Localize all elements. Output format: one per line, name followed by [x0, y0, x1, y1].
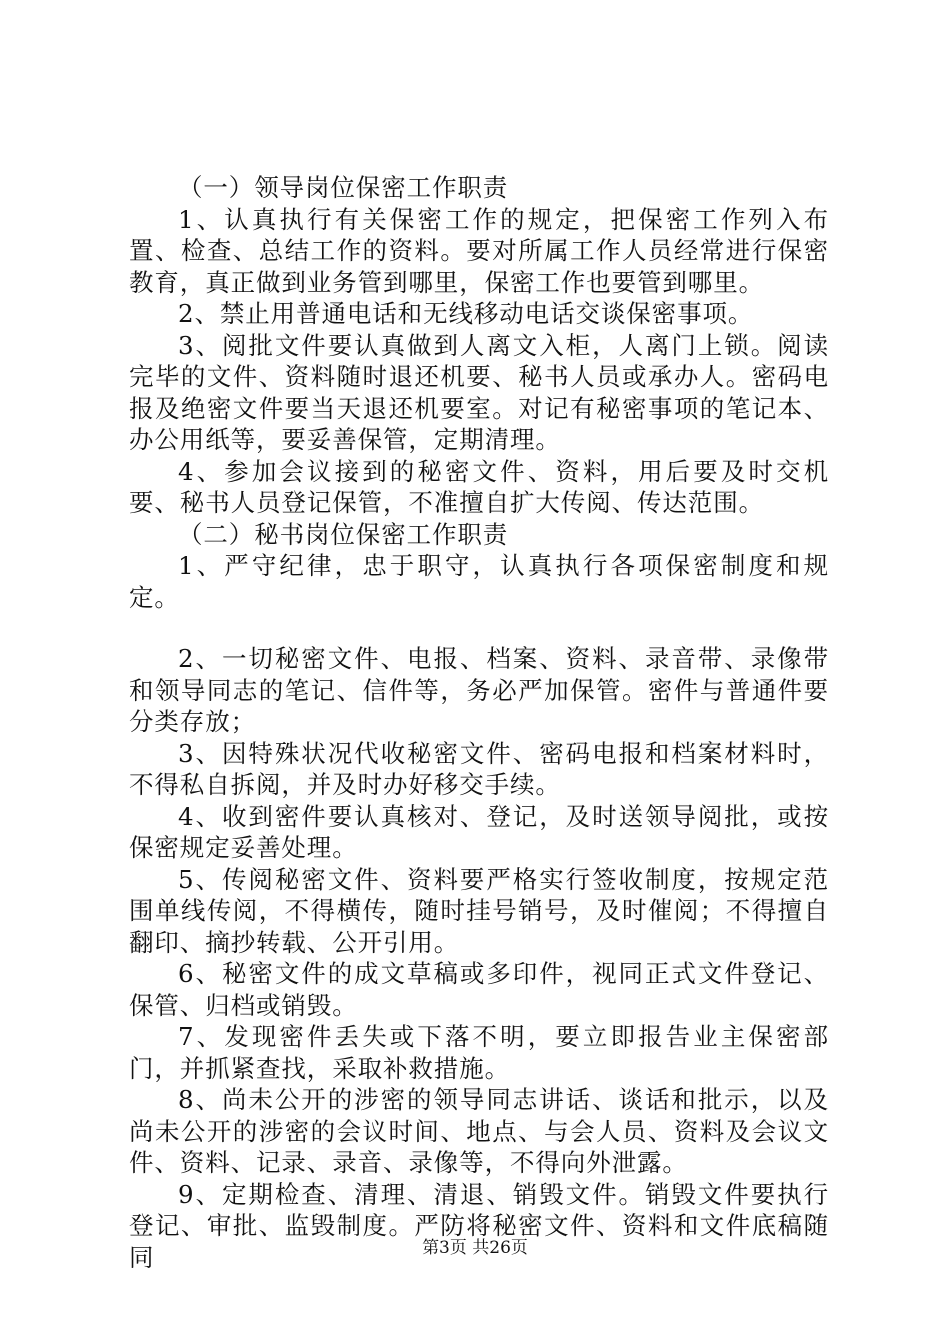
paragraph-leaders-2: 2、禁止用普通电话和无线移动电话交谈保密事项。	[178, 299, 754, 328]
paragraph-secretaries-2: 2、一切秘密文件、电报、档案、资料、录音带、录像带和领导同志的笔记、信件等，务必严加保管。密件与普通件要分类存放；	[129, 644, 829, 736]
paragraph-secretaries-8: 8、尚未公开的涉密的领导同志讲话、谈话和批示，以及尚未公开的涉密的会议时间、地点、与会人员、资料及会议文件、资料、记录、录音、录像等，不得向外泄露。	[129, 1085, 829, 1177]
paragraph-leaders-3: 3、阅批文件要认真做到人离文入柜，人离门上锁。阅读完毕的文件、资料随时退还机要、秘书人员或承办人。密码电报及绝密文件要当天退还机要室。对记有秘密事项的笔记本、办公用纸等，要妥善保管，定期清理。	[129, 330, 829, 454]
paragraph-leaders-4: 4、参加会议接到的秘密文件、资料，用后要及时交机要、秘书人员登记保管，不准擅自扩大传阅、传达范围。	[129, 456, 829, 517]
paragraph-leaders-1: 1、认真执行有关保密工作的规定，把保密工作列入布置、检查、总结工作的资料。要对所属工作人员经常进行保密教育，真正做到业务管到哪里，保密工作也要管到哪里。	[129, 204, 829, 297]
paragraph-secretaries-7: 7、发现密件丢失或下落不明，要立即报告业主保密部门，并抓紧查找，采取补救措施。	[129, 1022, 829, 1083]
paragraph-secretaries-5: 5、传阅秘密文件、资料要严格实行签收制度，按规定范围单线传阅，不得横传，随时挂号销号，及时催阅；不得擅自翻印、摘抄转载、公开引用。	[129, 864, 829, 957]
paragraph-secretaries-4: 4、收到密件要认真核对、登记，及时送领导阅批，或按保密规定妥善处理。	[129, 801, 829, 862]
paragraph-secretaries-3: 3、因特殊状况代收秘密文件、密码电报和档案材料时，不得私自拆阅，并及时办好移交手续。	[129, 738, 829, 799]
paragraph-secretaries-1: 1、严守纪律，忠于职守，认真执行各项保密制度和规定。	[129, 551, 829, 612]
paragraph-secretaries-6: 6、秘密文件的成文草稿或多印件，视同正式文件登记、保管、归档或销毁。	[129, 959, 829, 1020]
section-heading-leaders: （一）领导岗位保密工作职责	[178, 173, 509, 202]
paragraph-secretaries-9: 9、定期检查、清理、清退、销毁文件。销毁文件要执行登记、审批、监毁制度。严防将秘密文件、资料和文件底稿随同	[129, 1179, 829, 1272]
page-footer: 第3页 共26页	[422, 1238, 528, 1258]
section-heading-secretaries: （二）秘书岗位保密工作职责	[178, 519, 509, 549]
document-body	[129, 172, 829, 1273]
